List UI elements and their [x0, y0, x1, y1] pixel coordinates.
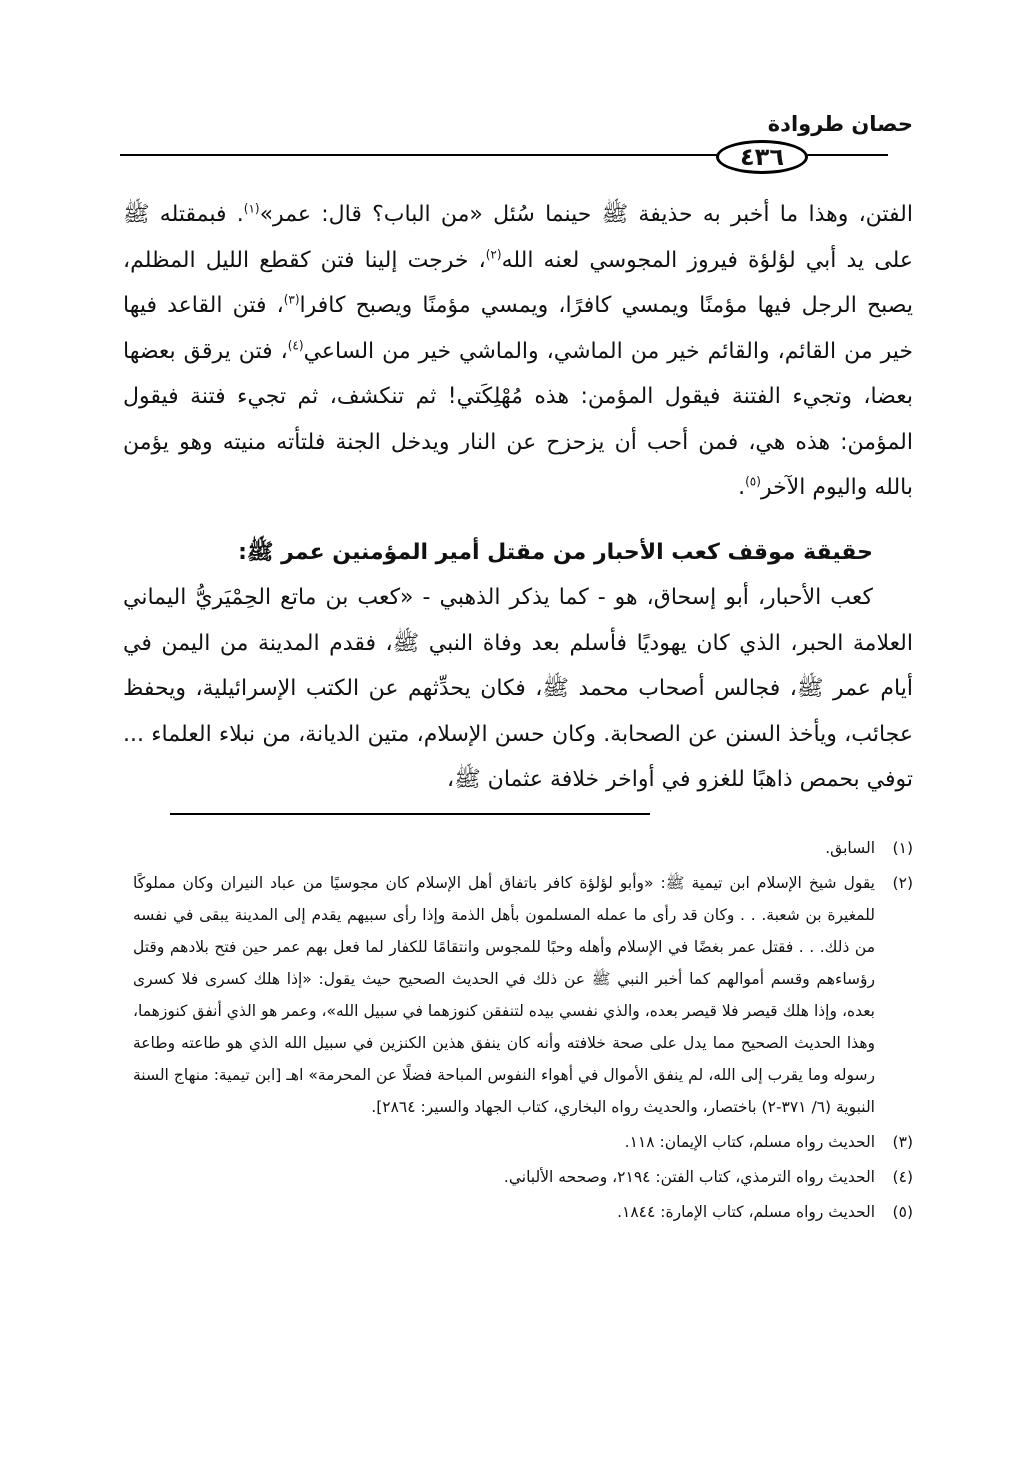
paragraph-1	[123, 192, 913, 511]
footnote-item	[133, 1196, 913, 1228]
paragraph-text: ، فتن يرقق بعضها بعضا، وتجيء الفتنة فيقول المؤمن: هذه مُهْلِكَتي! ثم تنكشف، ثم تجيء فتنة فيقول المؤمن: هذه هي، فمن أحب أن يزحزح عن النار ويدخل الجنة فلتأته منيته وهو يؤمن بالله واليوم الآخر	[123, 338, 913, 500]
footnote-item	[133, 832, 913, 864]
main-text	[123, 192, 913, 803]
footnote-number: (١)	[892, 839, 913, 857]
footnote-text: الحديث رواه مسلم، كتاب الإمارة: ١٨٤٤.	[617, 1203, 875, 1221]
footnote-number: (٣)	[892, 1133, 913, 1151]
footnote-item	[133, 867, 913, 1123]
footnote-item	[133, 1161, 913, 1193]
paragraph-2: كعب الأحبار، أبو إسحاق، هو - كما يذكر الذهبي - «كعب بن ماتع الحِمْيَريُّ اليماني العلامة الحبر، الذي كان يهوديًا فأسلم بعد وفاة النبي ﷺ، فقدم المدينة من اليمن في أيام عمر ﷺ، فجالس أصحاب محمد ﷺ، فكان يحدِّثهم عن الكتب الإسرائيلية، ويحفظ عجائب، ويأخذ السنن عن الصحابة. وكان حسن الإسلام، متين الديانة، من نبلاء العلماء ... توفي بحمص ذاهبًا للغزو في أواخر خلافة عثمان ﷺ،	[123, 585, 913, 792]
page-number: ٤٣٦	[716, 140, 808, 174]
footnote-number: (٢)	[892, 874, 913, 892]
footnote-text: الحديث رواه الترمذي، كتاب الفتن: ٢١٩٤، وصححه الألباني.	[503, 1168, 875, 1186]
paragraph-text: .	[738, 475, 746, 500]
paragraph-text: ، خرجت إلينا فتن كقطع الليل المظلم، يصبح الرجل فيها مؤمنًا ويمسي كافرًا، ويمسي مؤمنًا ويصبح كافرا	[123, 247, 913, 318]
footnote-text: السابق.	[825, 839, 875, 857]
footnote-separator	[170, 813, 650, 815]
footnote-ref[interactable]: (٤)	[287, 338, 304, 353]
footnote-text: يقول شيخ الإسلام ابن تيمية ﷺ: «وأبو لؤلؤة كافر باتفاق أهل الإسلام كان مجوسيًا من عباد النيران وكان مملوكًا للمغيرة بن شعبة. . . وكان قد رأى ما عمله المسلمون بأهل الذمة وإذا رأى سبيهم يقدم إلى المدينة يبقى في نفسه من ذلك. . . فقتل عمر بغضًا في الإسلام وأهله وحبًا للمجوس وانتقامًا للكفار لما فعل بهم عمر حين فتح بلادهم وقتل رؤساءهم وقسم أموالهم كما أخبر النبي ﷺ عن ذلك في الحديث الصحيح حيث يقول: «إذا هلك كسرى فلا كسرى بعده، وإذا هلك قيصر فلا قيصر بعده، والذي نفسي بيده لتنفقن كنوزهما في سبيل الله»، وعمر هو الذي أنفق كنوزهما، وهذا الحديث الصحيح مما يدل على صحة خلافته وأنه كان ينفق هذين الكنزين في سبيل الله الذي هو طاعته وطاعة رسوله وما يقرب إلى الله، لم ينفق الأموال في أهواء النفوس المباحة فضلًا عن المحرمة» اهـ [ابن تيمية: منهاج السنة النبوية (٦/ ٣٧١-٢) باختصار، والحديث رواه البخاري، كتاب الجهاد والسير: ٢٨٦٤].	[133, 874, 875, 1116]
footnote-ref[interactable]: (٣)	[283, 292, 300, 307]
footnote-ref[interactable]: (٥)	[745, 474, 761, 489]
section-heading: حقيقة موقف كعب الأحبار من مقتل أمير المؤمنين عمر ﷺ:	[238, 539, 873, 565]
paragraph-text: الفتن، وهذا ما أخبر به حذيفة ﷺ حينما سُئل «من الباب؟ قال: عمر»	[259, 202, 914, 227]
paragraph-text: . فبمقتله ﷺ على يد أبي لؤلؤة فيروز المجوسي لعنه الله	[123, 202, 913, 273]
paragraph-text: ، فتن القاعد فيها خير من القائم، والقائم خير من الماشي، والماشي خير من الساعي	[123, 293, 913, 364]
footnotes-list	[133, 832, 913, 1231]
footnote-item	[133, 1126, 913, 1158]
footnote-ref[interactable]: (٢)	[485, 247, 502, 262]
footnote-number: (٥)	[892, 1203, 913, 1221]
footnote-text: الحديث رواه مسلم، كتاب الإيمان: ١١٨.	[624, 1133, 875, 1151]
footnote-ref[interactable]: (١)	[243, 201, 260, 216]
footnote-number: (٤)	[892, 1168, 913, 1186]
page-title: حصان طروادة	[767, 112, 913, 136]
